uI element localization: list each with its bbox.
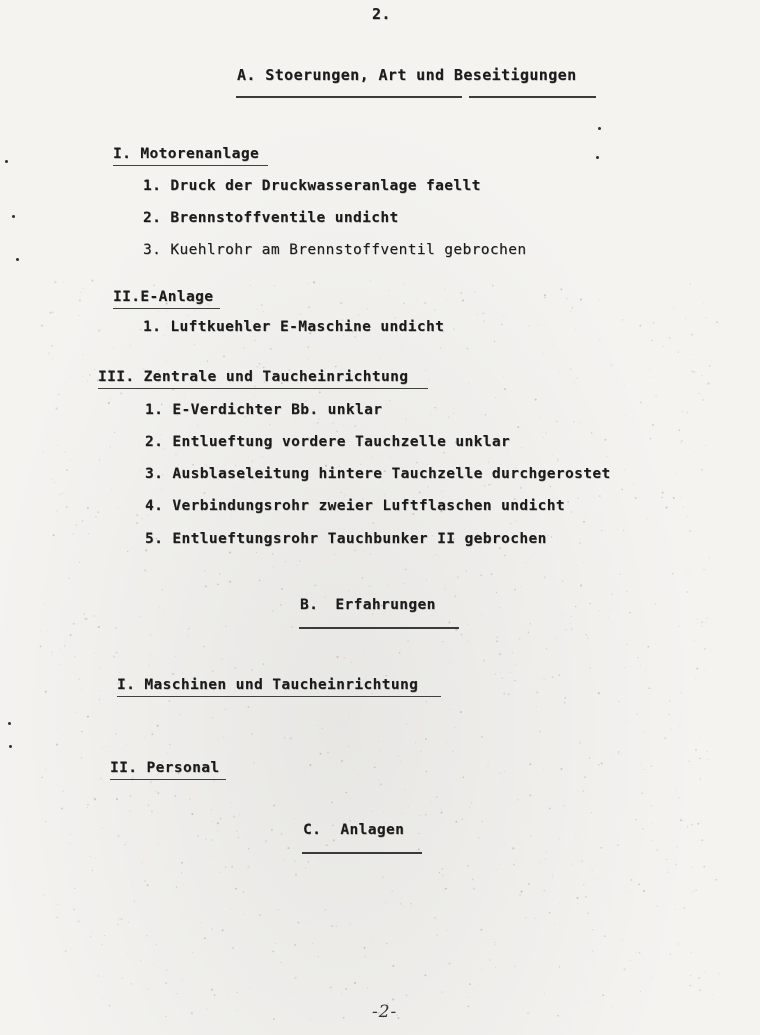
group-zentrale-heading: III. Zentrale und Taucheinrichtung	[98, 369, 409, 385]
margin-mark	[16, 258, 19, 261]
section-b-heading: B. Erfahrungen	[300, 597, 436, 613]
section-a-heading: A. Stoerungen, Art und Beseitigungen	[237, 66, 577, 84]
group-e-anlage-heading: II.E-Anlage	[113, 289, 214, 305]
section-a-underline	[236, 96, 462, 98]
section-b-underline	[299, 627, 459, 629]
group-motorenanlage-underline	[113, 165, 268, 166]
page-number-bottom: -2-	[372, 1002, 398, 1022]
margin-mark	[596, 156, 599, 159]
margin-mark	[12, 215, 15, 218]
margin-mark	[8, 722, 11, 725]
group-maschinen-heading: I. Maschinen und Taucheinrichtung	[117, 677, 419, 693]
list-item: 5. Entlueftungsrohr Tauchbunker II gebrochen	[145, 531, 547, 547]
section-c-underline	[302, 852, 422, 854]
page-number-top: 2.	[372, 5, 391, 23]
group-e-anlage-underline	[113, 308, 220, 309]
group-maschinen-underline	[117, 696, 441, 697]
list-item: 2. Brennstoffventile undicht	[143, 210, 399, 226]
margin-mark	[9, 745, 12, 748]
margin-mark	[598, 127, 601, 130]
group-personal-heading: II. Personal	[110, 760, 220, 776]
list-item: 1. Druck der Druckwasseranlage faellt	[143, 178, 481, 194]
list-item: 3. Ausblaseleitung hintere Tauchzelle durchgerostet	[145, 466, 611, 482]
list-item: 1. Luftkuehler E-Maschine undicht	[143, 319, 445, 335]
group-zentrale-underline	[98, 388, 428, 389]
list-item: 4. Verbindungsrohr zweier Luftflaschen undicht	[145, 498, 565, 514]
group-personal-underline	[110, 779, 226, 780]
list-item: 1. E-Verdichter Bb. unklar	[145, 402, 383, 418]
section-a-underline-2	[469, 96, 596, 98]
section-c-heading: C. Anlagen	[303, 822, 405, 838]
group-motorenanlage-heading: I. Motorenanlage	[113, 146, 260, 162]
list-item: 2. Entlueftung vordere Tauchzelle unklar	[145, 434, 511, 450]
margin-mark	[5, 160, 8, 163]
list-item: 3. Kuehlrohr am Brennstoffventil gebrochen	[143, 242, 527, 258]
